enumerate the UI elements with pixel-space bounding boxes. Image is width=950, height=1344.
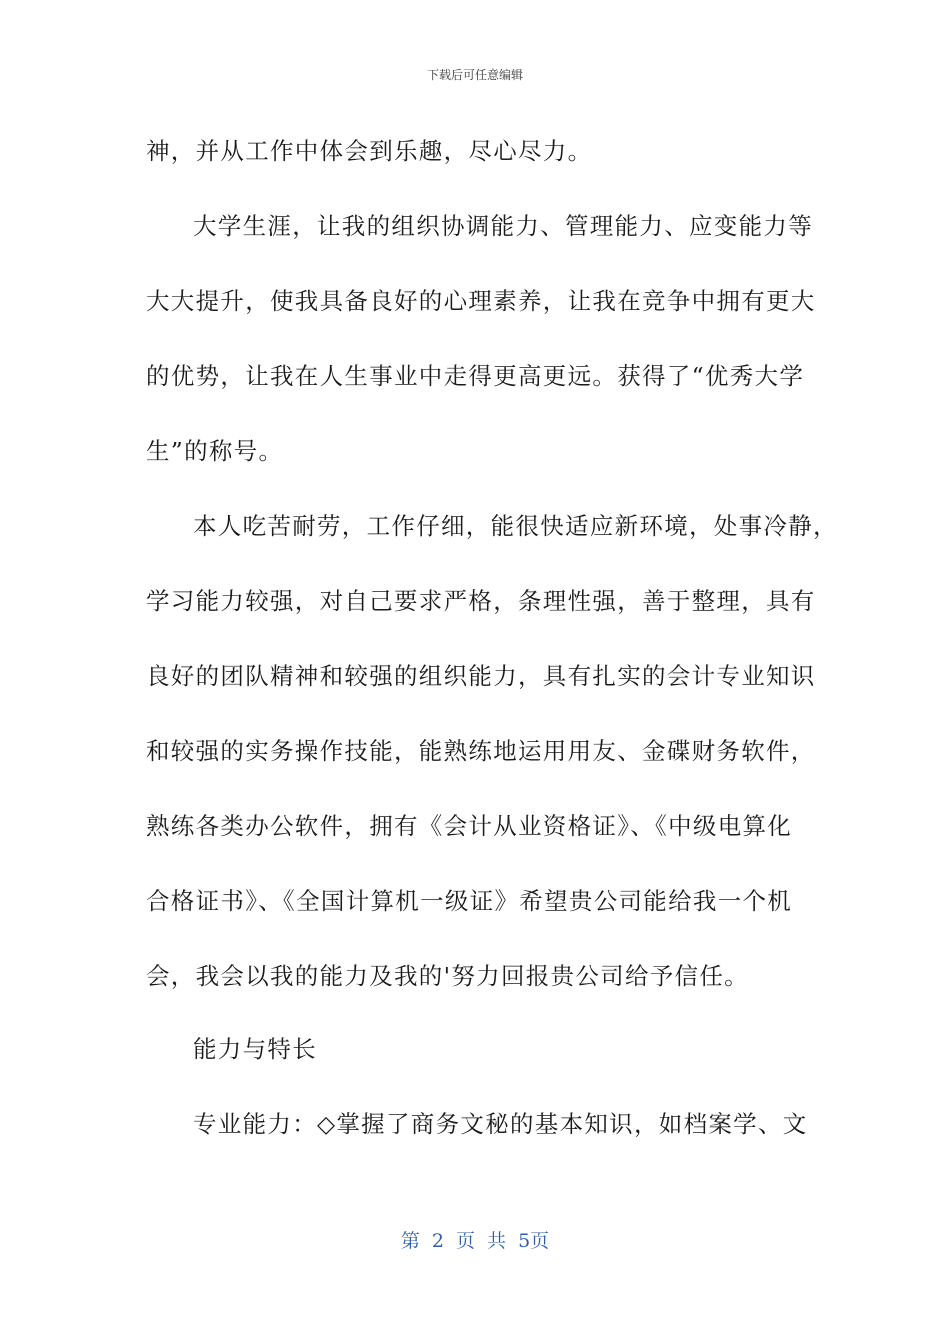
body-line-8: 良好的团队精神和较强的组织能力，具有扎实的会计专业知识	[146, 662, 816, 690]
body-line-1: 神，并从工作中体会到乐趣，尽心尽力。	[146, 137, 593, 165]
body-line-4: 的优势，让我在人生事业中走得更高更远。获得了“优秀大学	[146, 362, 805, 390]
body-line-14: 专业能力：◇掌握了商务文秘的基本知识，如档案学、文	[193, 1110, 808, 1138]
body-line-11: 合格证书》、《全国计算机一级证》希望贵公司能给我一个机	[146, 887, 793, 915]
body-line-2: 大学生涯，让我的组织协调能力、管理能力、应变能力等	[193, 212, 813, 240]
body-line-5: 生”的称号。	[146, 437, 284, 465]
body-line-9: 和较强的实务操作技能，能熟练地运用用友、金碟财务软件，	[146, 737, 816, 765]
page-footer: 第 2 页 共 5页	[400, 1230, 550, 1252]
page-header: 下载后可任意编辑	[426, 68, 523, 82]
body-line-6: 本人吃苦耐劳，工作仔细，能很快适应新环境，处事冷静，	[193, 512, 838, 540]
body-line-3: 大大提升，使我具备良好的心理素养，让我在竞争中拥有更大	[146, 287, 816, 315]
body-line-10: 熟练各类办公软件，拥有《会计从业资格证》、《中级电算化	[146, 812, 793, 840]
body-line-12: 会，我会以我的能力及我的'努力回报贵公司给予信任。	[146, 962, 749, 990]
section-heading: 能力与特长	[193, 1035, 317, 1063]
body-line-7: 学习能力较强，对自己要求严格，条理性强，善于整理，具有	[146, 587, 816, 615]
